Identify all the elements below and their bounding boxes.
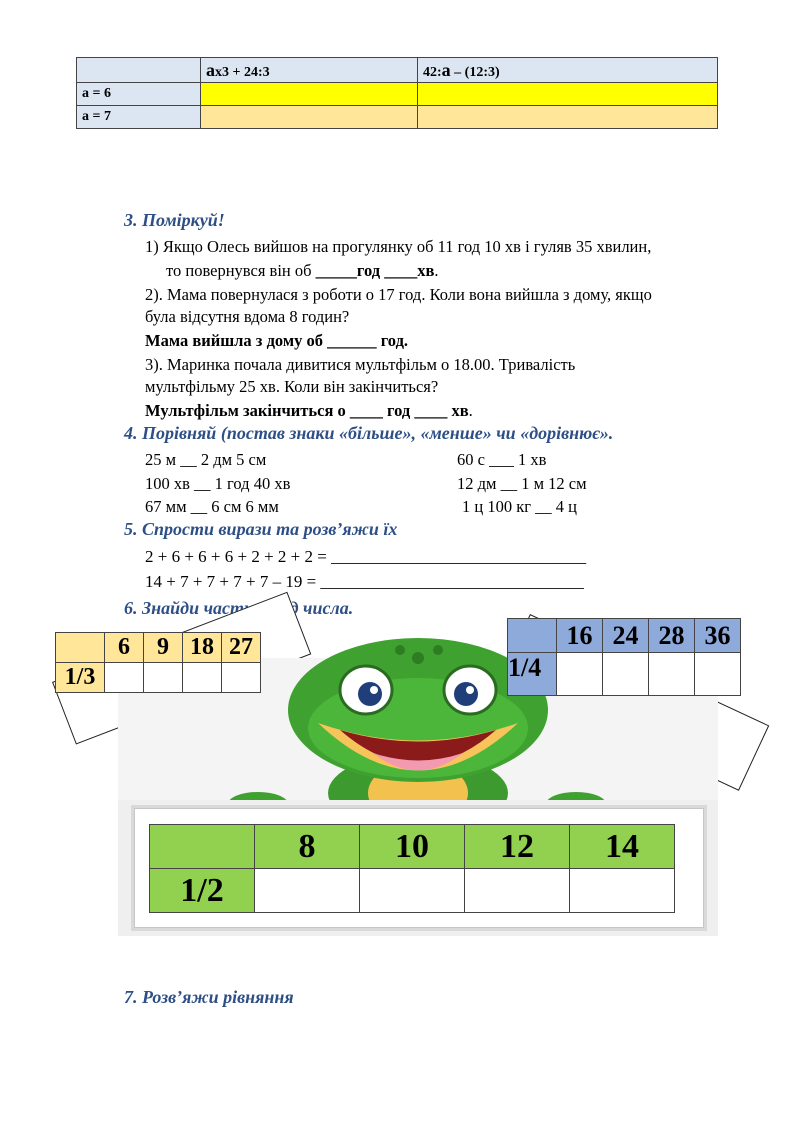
- number-cell: 28: [649, 619, 695, 653]
- expression-2[interactable]: 14 + 7 + 7 + 7 + 7 – 19 = _______________________________: [145, 572, 584, 591]
- answer-cell[interactable]: [201, 106, 418, 129]
- compare-right-3[interactable]: 1 ц 100 кг __ 4 ц: [462, 497, 577, 516]
- task7-title: 7. Розв’яжи рівняння: [124, 987, 294, 1007]
- answer-cell[interactable]: [649, 653, 695, 696]
- task5-title: 5. Спрости вирази та розв’яжи їх: [124, 519, 398, 539]
- number-cell: 36: [695, 619, 741, 653]
- number-cell: 8: [255, 825, 360, 869]
- answer-cell[interactable]: [465, 869, 570, 913]
- compare-left-3[interactable]: 67 мм __ 6 см 6 мм: [145, 497, 279, 516]
- compare-right-1[interactable]: 60 с ___ 1 хв: [457, 450, 547, 469]
- half-table: [149, 824, 675, 913]
- number-cell: 18: [183, 633, 222, 663]
- row-label: a = 7: [77, 106, 201, 129]
- compare-left-1[interactable]: 25 м __ 2 дм 5 см: [145, 450, 267, 469]
- answer-cell[interactable]: [144, 663, 183, 693]
- row-label: a = 6: [77, 83, 201, 106]
- answer-blank[interactable]: _____год ____хв: [315, 261, 435, 280]
- answer-cell[interactable]: [255, 869, 360, 913]
- empty-cell: [150, 825, 255, 869]
- task3-problem2-line1: 2). Мама повернулася з роботи о 17 год. Коли вона вийшла з дому, якщо: [145, 285, 652, 304]
- number-cell: 14: [570, 825, 675, 869]
- compare-right-2[interactable]: 12 дм __ 1 м 12 см: [457, 474, 587, 493]
- task3-problem2-answer[interactable]: Мама вийшла з дому об ______ год.: [145, 331, 409, 350]
- expression-2-text-b: – (12:3): [450, 64, 500, 80]
- task3-problem3-answer[interactable]: [145, 399, 473, 422]
- expression-1-text: x3 + 24:3: [215, 64, 270, 80]
- quarter-table: [507, 618, 741, 696]
- header-empty-cell: [77, 58, 201, 83]
- task3-problem2-line2: була відсутня вдома 8 годин?: [145, 307, 350, 326]
- third-table: [55, 632, 261, 693]
- answer-cell[interactable]: [557, 653, 603, 696]
- header-expression-2: [418, 58, 718, 83]
- var-a: a: [206, 59, 215, 80]
- task3-problem1-line2: [166, 259, 439, 282]
- text: .: [434, 261, 439, 280]
- answer-cell[interactable]: [603, 653, 649, 696]
- task4-title: 4. Порівняй (постав знаки «більше», «менше» чи «дорівнює».: [124, 423, 614, 443]
- task3-problem3-line1: 3). Маринка почала дивитися мультфільм о 18.00. Тривалість: [145, 355, 576, 374]
- expression-2-text-a: 42:: [423, 64, 442, 80]
- fraction-label: 1/2: [150, 869, 255, 913]
- number-cell: 24: [603, 619, 649, 653]
- text: то повернувся він об: [166, 261, 316, 280]
- answer-cell[interactable]: [570, 869, 675, 913]
- answer-cell[interactable]: [183, 663, 222, 693]
- answer-cell[interactable]: [418, 83, 718, 106]
- task3-problem1-line1: 1) Якщо Олесь вийшов на прогулянку об 11 год 10 хв і гуляв 35 хвилин,: [145, 237, 652, 256]
- compare-left-2[interactable]: 100 хв __ 1 год 40 хв: [145, 474, 291, 493]
- answer-cell[interactable]: [222, 663, 261, 693]
- task3-title: 3. Поміркуй!: [124, 210, 225, 230]
- answer-cell[interactable]: [360, 869, 465, 913]
- text: .: [468, 401, 473, 420]
- answer-cell[interactable]: [695, 653, 741, 696]
- header-expression-1: [201, 58, 418, 83]
- fraction-label: 1/3: [56, 663, 105, 693]
- empty-cell: [508, 619, 557, 653]
- expression-1[interactable]: 2 + 6 + 6 + 6 + 2 + 2 + 2 = ______________________________: [145, 547, 587, 566]
- task3-problem3-line2: мультфільму 25 хв. Коли він закінчиться?: [145, 377, 439, 396]
- number-cell: 6: [105, 633, 144, 663]
- number-cell: 9: [144, 633, 183, 663]
- fraction-label: 1/4: [508, 653, 557, 696]
- expression-table: [76, 57, 718, 129]
- answer-cell[interactable]: [105, 663, 144, 693]
- number-cell: 10: [360, 825, 465, 869]
- answer-blank[interactable]: Мультфільм закінчиться о ____ год ____ хв: [145, 401, 469, 420]
- number-cell: 12: [465, 825, 570, 869]
- answer-cell[interactable]: [418, 106, 718, 129]
- empty-cell: [56, 633, 105, 663]
- var-a-2: a: [441, 59, 451, 80]
- answer-cell[interactable]: [201, 83, 418, 106]
- number-cell: 27: [222, 633, 261, 663]
- task6-title: 6. Знайди частину від числа.: [124, 598, 354, 618]
- number-cell: 16: [557, 619, 603, 653]
